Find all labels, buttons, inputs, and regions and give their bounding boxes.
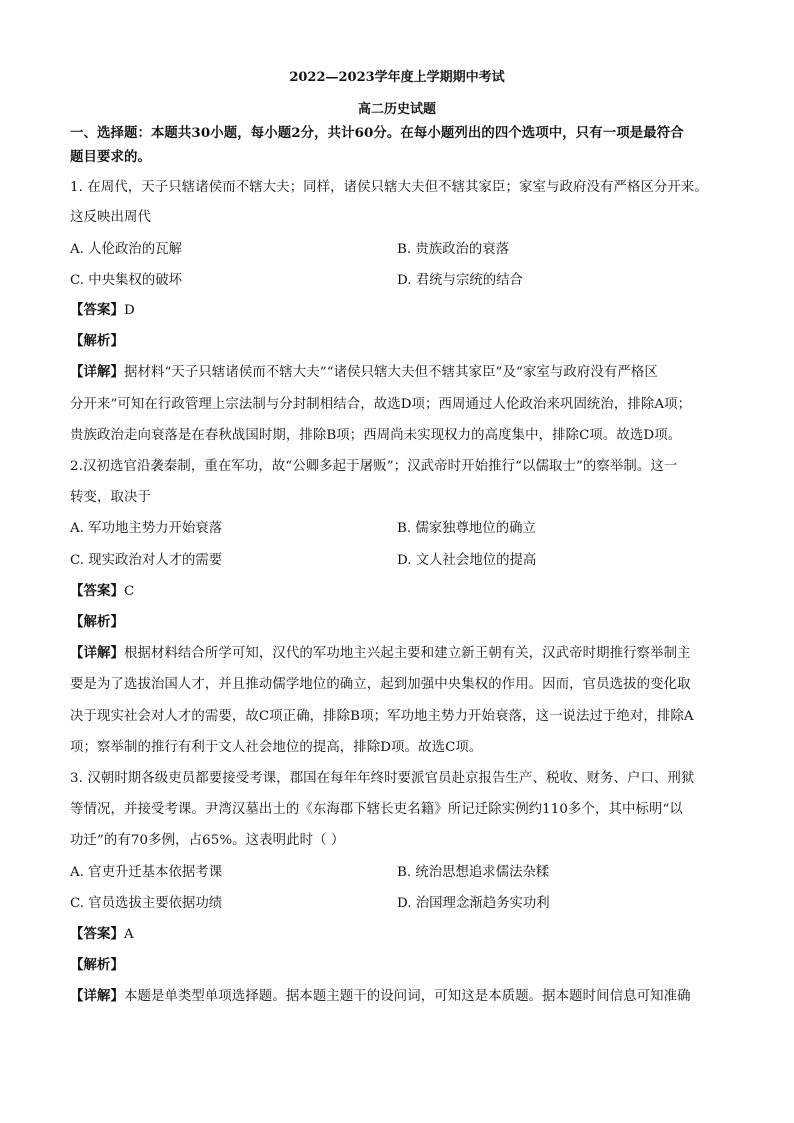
question-1-option-d: D. 君统与宗统的结合 — [397, 273, 523, 288]
question-1-detail-cont: 分开来”可知在行政管理上宗法制与分封制相结合，故选D项；西周通过人伦政治来巩固统治，排除A项； — [70, 397, 692, 412]
question-3-answer — [70, 923, 134, 942]
answer-value: D — [123, 303, 135, 318]
answer-value: C — [123, 584, 135, 599]
question-2-detail-cont: 项；察举制的推行有利于文人社会地位的提高，排除D项。故选C项。 — [70, 740, 483, 755]
question-2-analysis-tag: 【解析】 — [70, 614, 124, 630]
section-heading: 一、选择题：本题共30小题，每小题2分，共计60分。在每小题列出的四个选项中，只有一项是最符合 — [70, 125, 684, 141]
answer-value: A — [123, 927, 134, 942]
question-1-answer — [70, 299, 135, 318]
detail-text: 据材料“天子只辖诸侯而不辖大夫”“诸侯只辖大夫但不辖其家臣”及“家室与政府没有严格区 — [123, 365, 658, 380]
answer-tag: 【答案】 — [70, 926, 124, 942]
section-heading-cont: 题目要求的。 — [70, 149, 151, 165]
page-title: 2022—2023学年度上学期期中考试 — [289, 70, 505, 85]
question-2-detail — [70, 642, 691, 661]
question-3-option-d: D. 治国理念渐趋务实功利 — [397, 896, 550, 911]
question-2-answer — [70, 580, 134, 599]
question-1-option-a: A. 人伦政治的瓦解 — [70, 242, 182, 257]
question-1-stem-cont: 这反映出周代 — [70, 210, 151, 225]
question-2-option-c: C. 现实政治对人才的需要 — [70, 553, 223, 568]
question-1-detail-cont: 贵族政治走向衰落是在春秋战国时期，排除B项；西周尚未实现权力的高度集中，排除C项。故选D项。 — [70, 428, 682, 443]
page-subtitle: 高二历史试题 — [357, 102, 436, 117]
question-1-analysis-tag: 【解析】 — [70, 333, 124, 349]
question-3-stem: 3. 汉朝时期各级吏员都要接受考课，郡国在每年年终时要派官员赴京报告生产、税收、财务、户口、刑狱 — [70, 771, 695, 786]
question-3-detail — [70, 985, 691, 1004]
question-3-option-c: C. 官员选拔主要依据功绩 — [70, 896, 223, 911]
detail-tag: 【详解】 — [70, 364, 124, 380]
detail-tag: 【详解】 — [70, 988, 124, 1004]
detail-tag: 【详解】 — [70, 645, 124, 661]
answer-tag: 【答案】 — [70, 302, 124, 318]
detail-text: 根据材料结合所学可知，汉代的军功地主兴起主要和建立新王朝有关，汉武帝时期推行察举制主 — [123, 646, 691, 661]
question-2-detail-cont: 决于现实社会对人才的需要，故C项正确，排除B项；军功地主势力开始衰落，这一说法过于绝对，排除A — [70, 709, 694, 724]
question-2-option-d: D. 文人社会地位的提高 — [397, 553, 537, 568]
question-2-option-b: B. 儒家独尊地位的确立 — [397, 521, 536, 536]
question-3-option-b: B. 统治思想追求儒法杂糅 — [397, 865, 550, 880]
question-1-option-c: C. 中央集权的破坏 — [70, 273, 183, 288]
question-3-stem-cont: 功迁”的有70多例，占65%。这表明此时（ ） — [70, 833, 345, 848]
question-2-option-a: A. 军功地主势力开始衰落 — [70, 521, 223, 536]
question-3-analysis-tag: 【解析】 — [70, 957, 124, 973]
question-3-option-a: A. 官吏升迁基本依据考课 — [70, 865, 223, 880]
question-1-stem: 1. 在周代，天子只辖诸侯而不辖大夫；同样，诸侯只辖大夫但不辖其家臣；家室与政府没有严格区分开来。 — [70, 180, 708, 195]
question-2-detail-cont: 要是为了选拔治国人才，并且推动儒学地位的确立，起到加强中央集权的作用。因而，官员选拔的变化取 — [70, 677, 691, 692]
answer-tag: 【答案】 — [70, 583, 124, 599]
question-2-stem: 2.汉初选官沿袭秦制，重在军功，故“公卿多起于屠贩”；汉武帝时开始推行“以儒取士”的察举制。这一 — [70, 459, 678, 474]
question-2-stem-cont: 转变，取决于 — [70, 490, 151, 505]
question-1-option-b: B. 贵族政治的衰落 — [397, 242, 510, 257]
question-3-stem-cont: 等情况，并接受考课。尹湾汉墓出土的《东海郡下辖长吏名籍》所记迁除实例约110多个，其中标明“以 — [70, 802, 683, 817]
question-1-detail — [70, 361, 658, 380]
detail-text: 本题是单类型单项选择题。据本题主题干的设问词，可知这是本质题。据本题时间信息可知准确 — [123, 989, 691, 1004]
